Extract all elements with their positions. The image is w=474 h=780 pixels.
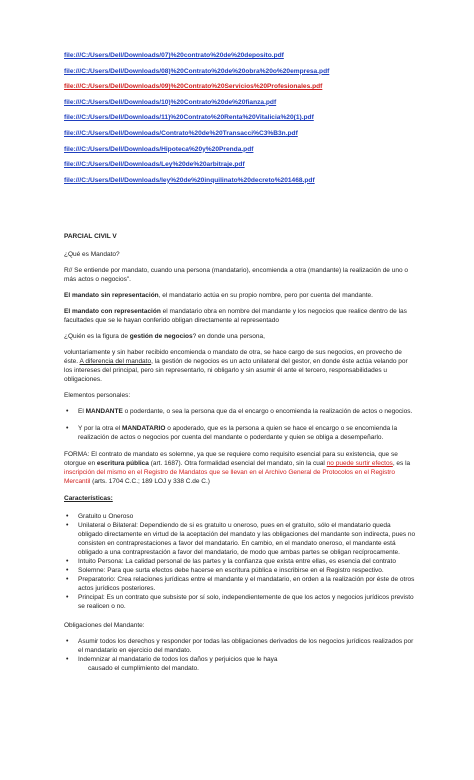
mandato-con-representacion — [64, 307, 416, 325]
list-item: • Principal: Es un contrato que subsiste por sí solo, independientemente de que los actos y negocios jurídicos previsto se realicen o no. — [78, 593, 416, 611]
question-gestion — [64, 332, 416, 341]
forma-paragraph: FORMA: El contrato de mandato es solemne, ya que se requiere como requisito esencial para su existencia, que se otorgue en escritura pública (art. 1687). Otra formalidad esencial del mandato, sin la cual no puede surtir efectos, es la inscripción del mismo en el Registro de Mandatos que se llevan en el Archivo General de Protocolos en el Registro Mercantil (arts. 1704 C.C.; 189 LOJ y 338 C.de C.) — [64, 451, 411, 486]
answer-mandato: R// Se entiende por mandato, cuando una persona (mandatario), encomienda a otra (mandante) la realización de uno o más actos o negocios". — [64, 267, 408, 284]
mandato-sin-representacion — [64, 291, 416, 300]
caracteristicas-heading: Características: — [64, 495, 113, 503]
link-list — [64, 52, 416, 185]
paragraph-text: voluntariamente y sin haber recibido encomienda o mandato de otra, se hace cargo de sus negocios, en provecho de éste. — [64, 349, 402, 366]
file-link[interactable]: file:///C:/Users/Dell/Downloads/07)%20contrato%20de%20deposito.pdf — [64, 52, 284, 59]
file-link[interactable]: file:///C:/Users/Dell/Downloads/10)%20Contrato%20de%20fianza.pdf — [64, 98, 277, 106]
bold-term: MANDANTE — [85, 408, 123, 416]
bold-term: escritura pública — [96, 460, 149, 468]
elementos-heading: Elementos personales: — [64, 392, 131, 400]
question-mandato: ¿Qué es Mandato? — [64, 251, 120, 259]
list-item: • Asumir todos los derechos y responder por todas las obligaciones derivados de los negocios jurídicos realizados por el mandatario en ejercicio del mandato. — [78, 637, 416, 655]
bold-term: El mandato con representación — [64, 308, 161, 316]
underlined-text: A diferencia del mandato — [79, 358, 152, 366]
list-item: • Solemne: Para que surta efectos debe hacerse en escritura pública e inscribirse en el Registro respectivo. — [78, 566, 416, 575]
paragraph-text: , el mandatario actúa en su propio nombre, pero por cuenta del mandante. — [158, 292, 373, 300]
file-link[interactable]: file:///C:/Users/Dell/Downloads/11)%20Contrato%20Renta%20Vitalicia%20(1).pdf — [64, 114, 314, 122]
elementos-list — [64, 407, 416, 442]
list-item: • Intuito Persona: La calidad personal de las partes y la confianza que exista entre ellas, es esencia del contrato — [78, 557, 416, 566]
bold-term: El mandato sin representación — [64, 292, 159, 300]
document-page — [64, 52, 416, 680]
file-link[interactable]: file:///C:/Users/Dell/Downloads/08)%20Contrato%20de%20obra%20o%20empresa.pdf — [64, 67, 330, 75]
list-item: • Preparatorio: Crea relaciones jurídicas entre el mandante y el mandatario, en orden a la realización por éste de otros actos jurídicos posteriores. — [78, 575, 416, 593]
file-link[interactable]: file:///C:/Users/Dell/Downloads/Contrato%20de%20Transacci%C3%B3n.pdf — [64, 129, 298, 137]
file-link[interactable]: file:///C:/Users/Dell/Downloads/ley%20de%20inquilinato%20decreto%201468.pdf — [64, 176, 315, 184]
bold-term: gestión de negocios — [129, 333, 193, 341]
list-item: • El MANDANTE o poderdante, o sea la persona que da el encargo o encomienda la realización de actos o negocios. — [78, 407, 416, 416]
bold-term: MANDATARIO — [121, 425, 166, 433]
obligaciones-list — [64, 637, 416, 664]
obligaciones-continuation: causado el cumplimiento del mandato. — [88, 665, 199, 673]
paragraph-text: el mandatario obra en nombre del mandante y los negocios que realice dentro de las facultades que se le hayan conferido obligan directamente al representado — [64, 308, 407, 325]
list-item: • Y por la otra el MANDATARIO o apoderado, que es la persona a quien se hace el encargo o se encomienda la realización de actos o negocios por cuenta del mandante o poderdante y quien se obliga a desempeñarlo. — [78, 424, 416, 442]
list-item: • Unilateral o Bilateral: Dependiendo de si es gratuito u oneroso, pues en el gratuito, sólo el mandatario queda obligado directamente en virtud de la aceptación del mandato y las obligaciones del mandante son indirecta, pues no consisten en contraprestaciones a favor del mandatario. En cambio, en el mandato oneroso, el mandante está obligado a una contraprestación a favor del mandatario, de modo que ambas partes se obligan recíprocamente. — [78, 521, 416, 557]
paragraph-text: ¿Quién es la figura de — [64, 333, 130, 341]
list-item: • Indemnizar al mandatario de todos los daños y perjuicios que le haya — [78, 655, 416, 664]
paragraph-text: , la gestión de negocios es un acto unilateral del gestor, en donde éste actúa velando por los intereses del principal, pero sin representarlo, ni obligarlo y sin asumir él ante el tercero, responsabilidades u obligaciones. — [64, 358, 408, 384]
file-link[interactable]: file:///C:/Users/Dell/Downloads/09)%20Contrato%20Servicios%20Profesionales.pdf — [64, 83, 323, 91]
gestion-paragraph — [64, 348, 416, 384]
red-text: inscripción del mismo en el Registro de Mandatos que se llevan en el Archivo General de Protocolos en el Registro Mercantil — [64, 469, 395, 486]
document-title: PARCIAL CIVIL V — [64, 233, 117, 241]
caracteristicas-list — [64, 512, 416, 611]
obligaciones-heading: Obligaciones del Mandante: — [64, 622, 145, 630]
paragraph-text: ? en donde una persona, — [192, 333, 265, 341]
red-underlined-text: no puede surtir efectos — [326, 460, 393, 468]
file-link[interactable]: file:///C:/Users/Dell/Downloads/Hipoteca%20y%20Prenda.pdf — [64, 145, 254, 153]
file-link[interactable]: file:///C:/Users/Dell/Downloads/Ley%20de%20arbitraje.pdf — [64, 161, 245, 169]
list-item: • Gratuito u Oneroso — [78, 512, 416, 521]
